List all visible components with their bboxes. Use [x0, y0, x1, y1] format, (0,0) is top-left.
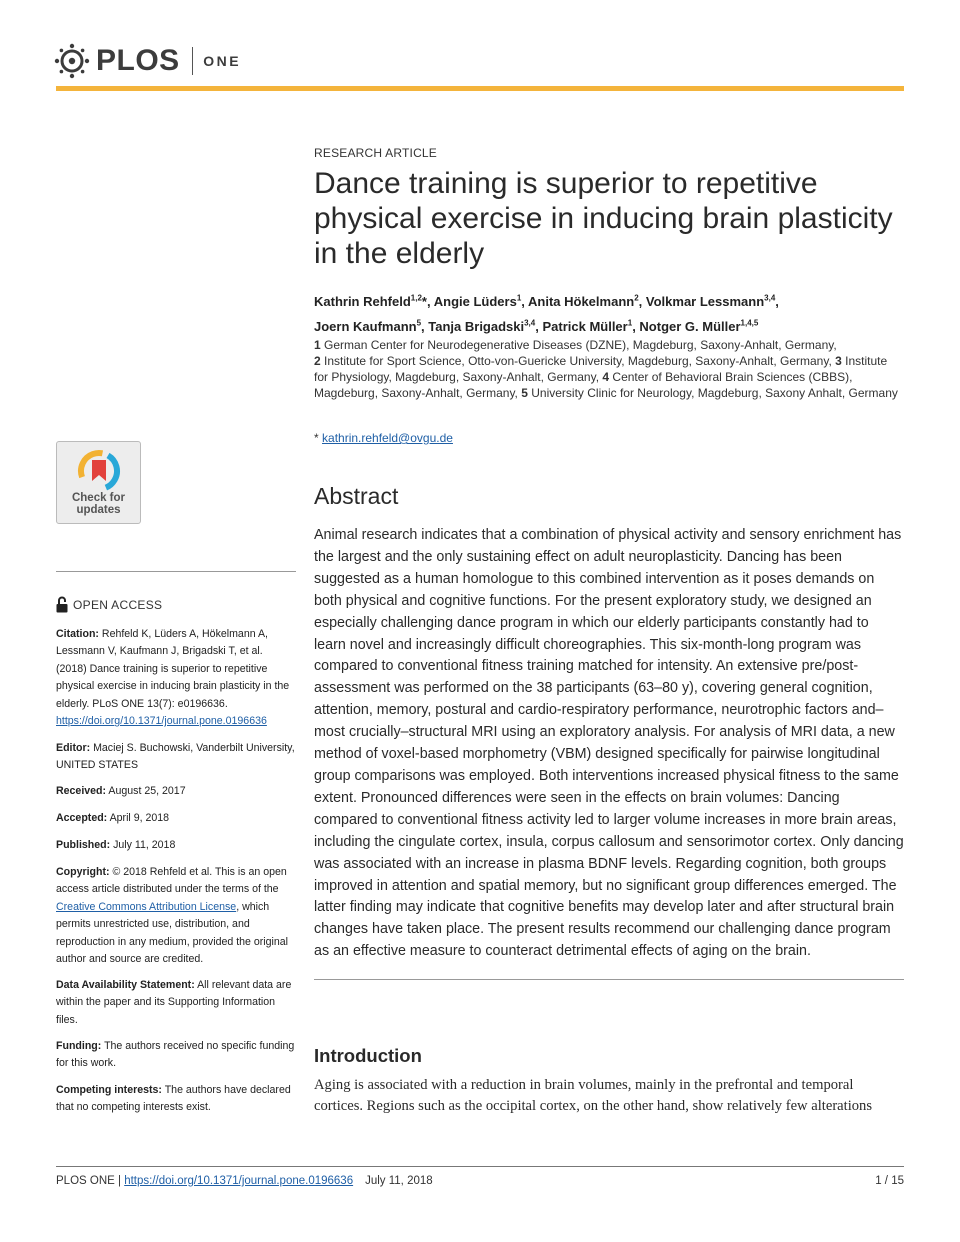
data-availability-label: Data Availability Statement: — [56, 979, 195, 991]
abstract-divider — [314, 979, 904, 980]
accepted-label: Accepted: — [56, 812, 108, 824]
footer-journal: PLOS ONE | — [56, 1175, 125, 1187]
introduction-text: Aging is associated with a reduction in brain volumes, mainly in the prefrontal and temporal cortices. Regions such as the occipital cortex, on the other hand, show relatively few alterations — [314, 1077, 873, 1114]
author-corresponding-marker: * — [421, 294, 427, 310]
author-separator: , — [775, 294, 779, 310]
article-title: Dance training is superior to repetitive physical exercise in inducing brain plasticity in the elderly — [314, 167, 893, 270]
author-name: Patrick Müller — [542, 318, 628, 334]
received-label: Received: — [56, 785, 107, 797]
affiliations — [314, 337, 904, 401]
affiliation-number: 5 — [521, 386, 528, 400]
competing-interests-block — [56, 1082, 296, 1117]
citation-text: Rehfeld K, Lüders A, Hökelmann A, Lessmann V, Kaufmann J, Brigadski T, et al. (2018) Dance training is superior to repetitive physical exercise in inducing brain plasticity in the elderly. PLoS ONE 13(7): e0196636. — [56, 628, 290, 710]
funding-block — [56, 1038, 296, 1073]
author-affiliation-marker: 1 — [516, 294, 522, 303]
author-name: Kathrin Rehfeld — [314, 294, 411, 310]
affiliation-number: 3 — [835, 354, 842, 368]
author-separator: , — [535, 318, 543, 334]
corresponding-prefix: * — [314, 431, 323, 445]
copyright-text-end: , which permits unrestricted use, distribution, and reproduction in any medium, provided the original author and source are credited. — [56, 900, 289, 966]
author — [428, 319, 542, 334]
affiliation-text: German Center for Neurodegenerative Diseases (DZNE), Magdeburg, Saxony-Anhalt, Germany, — [320, 338, 837, 352]
logo-divider — [192, 47, 194, 75]
author — [314, 319, 428, 334]
received-date: August 25, 2017 — [106, 785, 186, 797]
affiliation-text: University Clinic for Neurology, Magdeburg, Saxony Anhalt, Germany — [527, 386, 898, 400]
author-name: Anita Hökelmann — [528, 294, 635, 310]
license-link[interactable]: Creative Commons Attribution License — [56, 900, 237, 913]
check-updates-label: Check for updates — [71, 492, 126, 516]
plos-logo-icon — [54, 43, 90, 79]
editor-block — [56, 740, 296, 775]
funding-label: Funding: — [56, 1040, 102, 1052]
author-separator: , — [632, 318, 640, 334]
author-separator: , — [638, 294, 646, 310]
competing-interests-text: The authors have declared that no competing interests exist. — [56, 1084, 291, 1114]
citation-block — [56, 626, 296, 730]
author-affiliation-marker: 3,4 — [524, 318, 536, 328]
author-name: Angie Lüders — [433, 294, 517, 310]
editor-text: Maciej S. Buchowski, Vanderbilt University, UNITED STATES — [56, 742, 295, 772]
competing-interests-label: Competing interests: — [56, 1084, 162, 1096]
affiliation-text: Center of Behavioral Brain Sciences (CBBS), Magdeburg, Saxony-Anhalt, Germany, — [314, 370, 853, 400]
author-affiliation-marker: 1,4,5 — [740, 318, 759, 328]
corresponding-email-link[interactable]: kathrin.rehfeld@ovgu.de — [322, 431, 453, 445]
page-number: 1 / 15 — [875, 1175, 904, 1187]
check-for-updates-button[interactable] — [56, 441, 141, 524]
author — [646, 294, 779, 309]
author-separator: , — [521, 294, 529, 310]
check-updates-icon — [77, 449, 121, 493]
open-lock-icon — [56, 596, 68, 613]
journal-brand: PLOS — [96, 44, 180, 77]
page-footer — [56, 1175, 433, 1187]
affiliation-number: 1 — [314, 338, 321, 352]
received-block — [56, 783, 296, 800]
footer-doi-link[interactable]: https://doi.org/10.1371/journal.pone.0196636 — [124, 1175, 354, 1187]
published-label: Published: — [56, 839, 111, 851]
author-list — [314, 288, 904, 337]
author-affiliation-marker: 1 — [627, 318, 633, 328]
citation-label: Citation: — [56, 628, 99, 640]
author — [314, 294, 434, 309]
open-access-label: OPEN ACCESS — [73, 597, 163, 612]
author — [528, 294, 646, 309]
article-type: RESEARCH ARTICLE — [314, 146, 438, 160]
data-availability-text: All relevant data are within the paper and its Supporting Information files. — [56, 979, 292, 1026]
author — [639, 319, 758, 334]
author-affiliation-marker: 5 — [416, 318, 422, 328]
footer-divider — [56, 1166, 904, 1167]
author-name: Volkmar Lessmann — [645, 294, 765, 310]
header-accent-bar — [56, 86, 904, 91]
author — [434, 294, 528, 309]
author-affiliation-marker: 2 — [634, 294, 639, 303]
copyright-block — [56, 864, 296, 968]
introduction-heading: Introduction — [314, 1045, 422, 1066]
citation-doi-link[interactable]: https://doi.org/10.1371/journal.pone.0196636 — [56, 715, 267, 728]
author-separator: , — [426, 294, 434, 310]
author-name: Joern Kaufmann — [314, 318, 417, 334]
sidebar-divider — [56, 571, 296, 572]
abstract-text: Animal research indicates that a combination of physical activity and sensory enrichment has the largest and the only sustaining effect on adult neuroplasticity. Dancing has been suggested as a human homologue to this combined intervention as it poses demands on both physical and cognitive functions. For the present exploratory study, we designed an especially challenging dance program in which our elderly participants constantly had to learn novel and increasingly difficult choreographies. This six-month-long program was compared to conventional fitness training matched for intensity. An extensive pre/post-assessment was performed on the 38 participants (63–80 y), covering general cognition, attention, memory, postural and cardio-respiratory performance, neurotrophic factors and–most crucially–structural MRI using an exploratory analysis. For analysis of MRI data, a new method of voxel-based morphometry (VBM) designed specifically for pairwise longitudinal group comparisons was employed. Both interventions increased physical fitness to the same extent. Pronounced differences were seen in the effects on brain volumes: Dancing compared to conventional fitness activity led to larger volume increases in more brain areas, including the cingulate cortex, insula, corpus callosum and sensorimotor cortex. Only dancing was associated with an increase in plasma BDNF levels. Regarding cognition, both groups improved in attention and spatial memory, but no significant group differences emerged. The latter finding may indicate that cognitive benefits may develop later and after structural brain changes have taken place. The present results recommend our challenging dance program as an effective measure to counteract detrimental effects of aging on the brain. — [314, 527, 904, 960]
editor-label: Editor: — [56, 742, 91, 754]
journal-sub: ONE — [203, 53, 242, 69]
author-separator: , — [421, 318, 429, 334]
published-block — [56, 837, 296, 854]
accepted-date: April 9, 2018 — [107, 812, 170, 824]
published-date: July 11, 2018 — [110, 839, 176, 851]
copyright-label: Copyright: — [56, 866, 110, 878]
abstract-heading: Abstract — [314, 483, 399, 509]
data-availability-block — [56, 977, 296, 1029]
author-affiliation-marker: 1,2 — [410, 294, 422, 303]
accepted-block — [56, 810, 296, 827]
author-affiliation-marker: 3,4 — [764, 294, 776, 303]
author — [542, 319, 639, 334]
corresponding-author — [314, 431, 904, 445]
author-name: Notger G. Müller — [639, 318, 741, 334]
author-name: Tanja Brigadski — [428, 318, 525, 334]
copyright-text-start: © 2018 Rehfeld et al. This is an open access article distributed under the terms of the — [56, 866, 287, 896]
affiliation-text: Institute for Sport Science, Otto-von-Guericke University, Magdeburg, Saxony-Anhalt, Germany, — [320, 354, 832, 368]
journal-logo — [54, 42, 241, 80]
affiliation-text: Institute for Physiology, Magdeburg, Saxony-Anhalt, Germany, — [314, 354, 888, 384]
funding-text: The authors received no specific funding for this work. — [56, 1040, 295, 1070]
affiliation-number: 2 — [314, 354, 321, 368]
footer-date: July 11, 2018 — [365, 1175, 433, 1187]
open-access-badge — [56, 596, 162, 613]
affiliation-number: 4 — [602, 370, 610, 384]
